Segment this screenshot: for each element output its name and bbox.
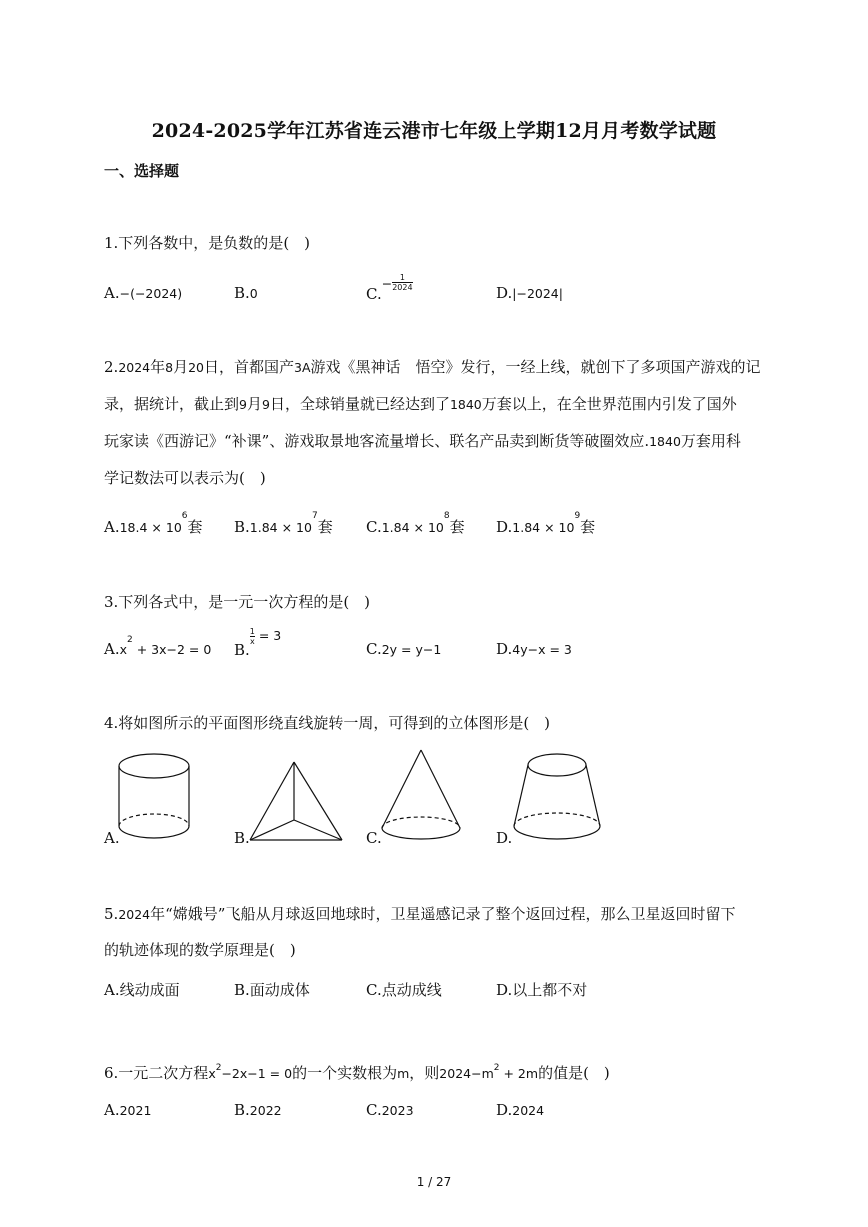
variable: x — [208, 1066, 216, 1081]
day: 20 — [188, 360, 205, 375]
option-label: C. — [366, 1101, 382, 1119]
answer-paren: ( ) — [239, 469, 266, 487]
text: 游戏《黑神话 悟空》发行，一经上线，就创下了多项国产游戏的记 — [310, 358, 761, 376]
fraction — [392, 273, 412, 292]
text: 年 — [150, 358, 166, 376]
option-value: 1.84 × 10 — [249, 520, 312, 535]
equation: −2x−1 = 0 — [221, 1066, 293, 1081]
cylinder-figure — [118, 753, 192, 841]
option-value: = 3 — [254, 628, 282, 643]
page-number: 1 / 27 — [416, 1175, 452, 1189]
frustum-figure — [512, 752, 602, 842]
option-label: A. — [104, 1101, 120, 1119]
option-value: 2022 — [249, 1103, 282, 1118]
option-label: C. — [366, 640, 382, 658]
text: 月 — [246, 395, 262, 413]
q4-option-b[interactable]: B. — [234, 829, 250, 847]
question-3-stem: 3.下列各式中，是一元一次方程的是( ) — [104, 593, 371, 611]
q6-option-d[interactable] — [496, 1101, 544, 1119]
exponent: 2 — [493, 1063, 500, 1073]
q6-option-a[interactable] — [104, 1101, 151, 1119]
q5-option-a[interactable]: A.线动成面 — [104, 981, 180, 999]
q2-option-c[interactable] — [366, 511, 465, 537]
unit: 套 — [580, 518, 596, 536]
q3-option-c[interactable] — [366, 640, 441, 658]
option-sign: − — [381, 276, 393, 291]
text: 玩家读《西游记》“补课”、游戏取景地客流量增长、联名产品卖到断货等破圈效应. — [104, 432, 650, 450]
q5-number: 5. — [104, 905, 119, 923]
option-label: D. — [496, 284, 513, 302]
text: 万套用科 — [680, 432, 741, 450]
exponent: 7 — [311, 511, 318, 521]
q5-option-c[interactable]: C.点动成线 — [366, 981, 442, 999]
q1-option-d[interactable] — [496, 284, 563, 302]
page-title: 2024-2025学年江苏省连云港市七年级上学期12月月考数学试题 — [151, 120, 717, 142]
q6-option-c[interactable] — [366, 1101, 414, 1119]
text: 6.一元二次方程 — [104, 1064, 209, 1082]
option-value: 1.84 × 10 — [512, 520, 575, 535]
option-value: 1.84 × 10 — [381, 520, 444, 535]
number: 1840 — [649, 434, 681, 449]
question-1-stem: 1.下列各数中，是负数的是( ) — [104, 234, 311, 252]
question-5-line-1 — [104, 904, 735, 925]
fraction-denominator: 2024 — [392, 282, 413, 292]
option-label: C. — [366, 518, 382, 536]
variable: x — [119, 642, 128, 657]
text: 日，全球销量就已经达到了 — [269, 395, 450, 413]
text: 日，首都国产 — [204, 358, 295, 376]
year: 2024 — [118, 907, 151, 922]
pyramid-figure — [248, 760, 344, 842]
q1-option-c[interactable] — [366, 272, 413, 303]
q1-option-b[interactable] — [234, 284, 258, 302]
cone-figure — [380, 748, 462, 842]
month: 9 — [239, 397, 247, 412]
q2-option-d[interactable] — [496, 511, 596, 537]
option-value: 2y = y−1 — [381, 642, 442, 657]
option-value: 2021 — [119, 1103, 152, 1118]
option-value: 2023 — [381, 1103, 414, 1118]
option-value: + 3x−2 = 0 — [132, 642, 212, 657]
q4-option-a[interactable]: A. — [104, 829, 120, 847]
fraction-denominator: x — [249, 636, 255, 646]
text: 学记数法可以表示为 — [104, 469, 240, 487]
option-value: 0 — [249, 286, 258, 301]
q3-option-b[interactable] — [234, 626, 282, 659]
question-2-line-2 — [104, 394, 737, 415]
option-label: D. — [496, 1101, 513, 1119]
option-label: C. — [366, 285, 382, 303]
option-label: B. — [234, 1101, 250, 1119]
question-4-stem: 4.将如图所示的平面图形绕直线旋转一周，可得到的立体图形是( ) — [104, 714, 551, 732]
q5-option-b[interactable]: B.面动成体 — [234, 981, 310, 999]
q4-option-d[interactable]: D. — [496, 829, 513, 847]
option-value: |−2024| — [512, 286, 563, 301]
q4-option-c[interactable]: C. — [366, 829, 382, 847]
q6-option-b[interactable] — [234, 1101, 282, 1119]
question-5-line-2: 的轨迹体现的数学原理是( ) — [104, 941, 296, 959]
q5-option-d[interactable]: D.以上都不对 — [496, 981, 588, 999]
question-2-line-3 — [104, 431, 741, 452]
exponent: 6 — [181, 511, 188, 521]
section-heading: 一、选择题 — [104, 162, 180, 180]
option-value: −(−2024) — [119, 286, 183, 301]
unit: 套 — [449, 518, 465, 536]
unit: 套 — [187, 518, 203, 536]
exponent: 9 — [574, 511, 581, 521]
month: 8 — [165, 360, 174, 375]
option-label: D. — [496, 518, 513, 536]
q3-option-a[interactable] — [104, 635, 212, 658]
number: 1840 — [449, 397, 482, 412]
q2-option-a[interactable] — [104, 511, 203, 537]
option-label: B. — [234, 641, 250, 659]
question-2-line-4 — [104, 468, 266, 488]
question-6-stem — [104, 1063, 610, 1084]
text: 录，据统计，截止到 — [104, 395, 240, 413]
text: 年“嫦娥号”飞船从月球返回地球时，卫星遥感记录了整个返回过程，那么卫星返回时留下 — [150, 905, 736, 923]
expression: + 2m — [499, 1066, 539, 1081]
option-label: D. — [496, 640, 513, 658]
text: 的值是( ) — [538, 1064, 610, 1082]
text: 的一个实数根为 — [292, 1064, 398, 1082]
text: 月 — [173, 358, 189, 376]
option-label: A. — [104, 518, 120, 536]
unit: 套 — [317, 518, 333, 536]
option-value: 4y−x = 3 — [512, 642, 572, 657]
option-label: B. — [234, 284, 250, 302]
exponent: 2 — [215, 1063, 222, 1073]
option-value: 2024 — [512, 1103, 545, 1118]
q2-number: 2. — [104, 358, 119, 376]
fraction-numerator: 1 — [399, 272, 405, 282]
option-label: A. — [104, 284, 120, 302]
q3-option-d[interactable] — [496, 640, 572, 658]
exponent: 8 — [443, 511, 450, 521]
text: 万套以上，在全世界范围内引发了国外 — [481, 395, 737, 413]
option-value: 18.4 × 10 — [119, 520, 182, 535]
fraction-numerator: 1 — [249, 626, 255, 636]
q2-option-b[interactable] — [234, 511, 333, 537]
question-2-line-1 — [104, 357, 761, 378]
option-label: B. — [234, 518, 250, 536]
option-label: A. — [104, 640, 120, 658]
day: 9 — [261, 397, 270, 412]
text: ，则 — [409, 1064, 440, 1082]
q1-option-a[interactable] — [104, 284, 182, 302]
year: 2024 — [118, 360, 151, 375]
exponent: 2 — [127, 635, 133, 645]
expression: 2024−m — [439, 1066, 494, 1081]
rating: 3A — [294, 360, 311, 375]
variable: m — [397, 1066, 410, 1081]
